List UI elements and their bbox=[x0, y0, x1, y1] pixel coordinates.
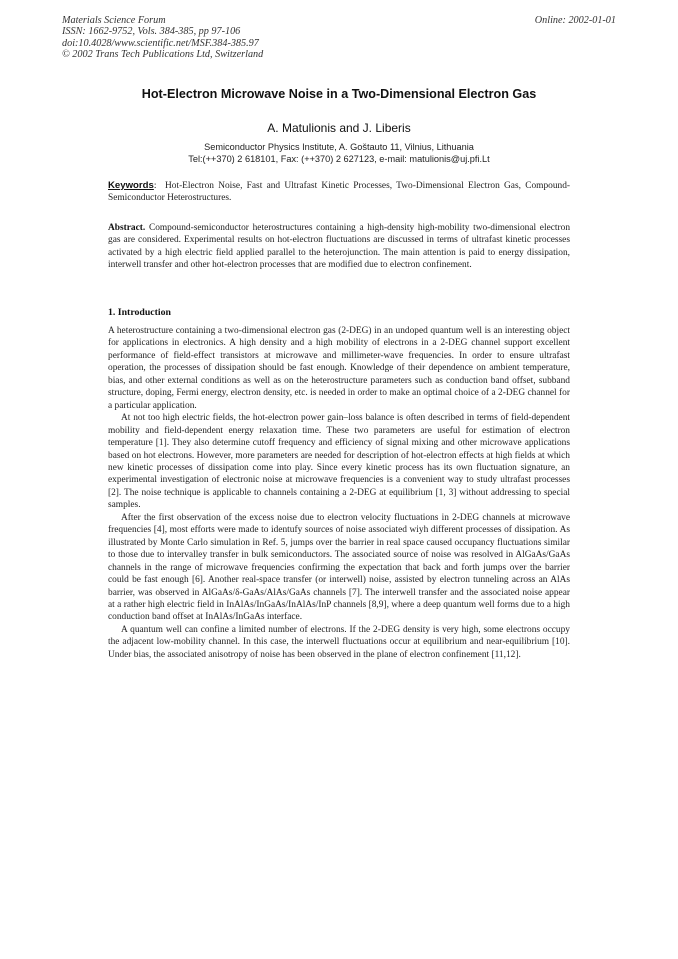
keywords-separator: : bbox=[153, 181, 157, 191]
paragraph: A quantum well can confine a limited number of electrons. If the 2-DEG density is very high, some electrons occupy the adjacent low-mobility channel. In this case, the interwell fluctuations occur at equilibrium and near-equilibrium [10]. Under bias, the associated anisotropy of noise has been observed in the plane of electron confinement [11,12]. bbox=[108, 624, 570, 660]
abstract-block: Abstract. Compound-semiconductor heterostructures containing a high-density high-mobility two-dimensional electron gas are considered. Experimental results on hot-electron fluctuations are discussed in terms of ultrafast kinetic processes activated by a high electric field applied parallel to the heterojunction. The main attention is paid to energy dissipation, interwell transfer and other hot-electron processes that are modified due to electron confinement. bbox=[108, 223, 571, 271]
section-heading-introduction: 1. Introduction bbox=[108, 307, 171, 318]
paragraph: At not too high electric fields, the hot-electron power gain–loss balance is often described in terms of field-dependent mobility and field-dependent energy relaxation time. These two parameters are useful for estimation of electron temperature [1]. They also determine cutoff frequency and efficiency of signal mixing and other microwave applications based on hot electrons. However, more parameters are needed for description of hot-electron effects at high fields at which new kinetic processes of dissipation come into play. Since every kinetic process has its own fluctuation signature, an experimental investigation of electronic noise at microwave frequencies is a convenient way to study ultrafast processes [2]. The noise technique is applicable to channels containing a 2-DEG at equilibrium [1, 3] without addressing to special samples. bbox=[108, 413, 570, 511]
journal-header bbox=[62, 15, 616, 61]
abstract-label: Abstract bbox=[108, 223, 143, 233]
keywords-block bbox=[108, 180, 570, 205]
keywords-label: Keywords bbox=[108, 180, 154, 191]
paragraph: A heterostructure containing a two-dimensional electron gas (2-DEG) in an undoped quantum well is an interesting object for applications in electronics. A high density and a high mobility of electrons in a 2-DEG channel support excellent performance of field-effect transistors at microwave and millimeter-wave frequencies. In order to ensure ultrafast operation, the processes of dissipation should be fast enough. Knowledge of their dependence on ambient temperature, bias, and other external conditions as well as on the heterostructure parameters such as conduction band offset, subband structure, doping, Fermi energy, electron density, etc. is needed in order to make an optimal choice of a 2-DEG channel for a particular application. bbox=[108, 326, 570, 411]
online-date: Online: 2002-01-01 bbox=[534, 15, 616, 26]
affiliation-address: Semiconductor Physics Institute, A. Goštauto 11, Vilnius, Lithuania bbox=[204, 142, 474, 152]
journal-name: Materials Science Forum bbox=[62, 15, 166, 26]
paragraph: After the first observation of the excess noise due to electron velocity fluctuations in 2-DEG channels at microwave frequencies [4], most efforts were made to identufy sources of noise associated wiyh different processes of dissipation. As illustrated by Monte Carlo simulation in Ref. 5, jumps over the barrier in real space caused occupancy fluctuations similar to those due to intervalley transfer in bulk semiconductors. The associated source of noise was resolved in AlGaAs/GaAs channels in the range of microwave frequencies confirming the expectation that back and forth jumps over the barrier could be fast enough [6]. Another real-space transfer (or interwell) noise, assisted by electron tunneling across an AlAs barrier, was observed in AlGaAs/δ-GaAs/AlAs/GaAs channels [7]. The interwell transfer and the associated noise appear at a rather high electric field in InAlAs/InGaAs/InAlAs/InP channels [8,9], where a deep quantum well forms due to a high conduction band offset at InAlAs/InGaAs interface. bbox=[108, 512, 570, 623]
introduction-body bbox=[108, 325, 570, 661]
paper-title: Hot-Electron Microwave Noise in a Two-Dimensional Electron Gas bbox=[141, 87, 537, 101]
doi-line: doi:10.4028/www.scientific.net/MSF.384-385.97 bbox=[62, 37, 259, 49]
keywords-text: Hot-Electron Noise, Fast and Ultrafast Kinetic Processes, Two-Dimensional Electron Gas, Compound-Semiconductor Heterostructures. bbox=[108, 181, 570, 204]
abstract-text: Compound-semiconductor heterostructures containing a high-density high-mobility two-dimensional electron gas are considered. Experimental results on hot-electron fluctuations are discussed in terms of ultrafast kinetic processes activated by a high electric field applied parallel to the heterojunction. The main attention is paid to energy dissipation, interwell transfer and other hot-electron processes that are modified due to electron confinement. bbox=[108, 223, 571, 271]
copyright-line: © 2002 Trans Tech Publications Ltd, Switzerland bbox=[62, 49, 264, 61]
issn-line: ISSN: 1662-9752, Vols. 384-385, pp 97-106 bbox=[62, 26, 241, 38]
affiliation-contact: Tel:(++370) 2 618101, Fax: (++370) 2 627123, e-mail: matulionis@uj.pfi.Lt bbox=[188, 154, 490, 164]
authors: A. Matulionis and J. Liberis bbox=[267, 121, 411, 135]
affiliation bbox=[62, 141, 616, 165]
